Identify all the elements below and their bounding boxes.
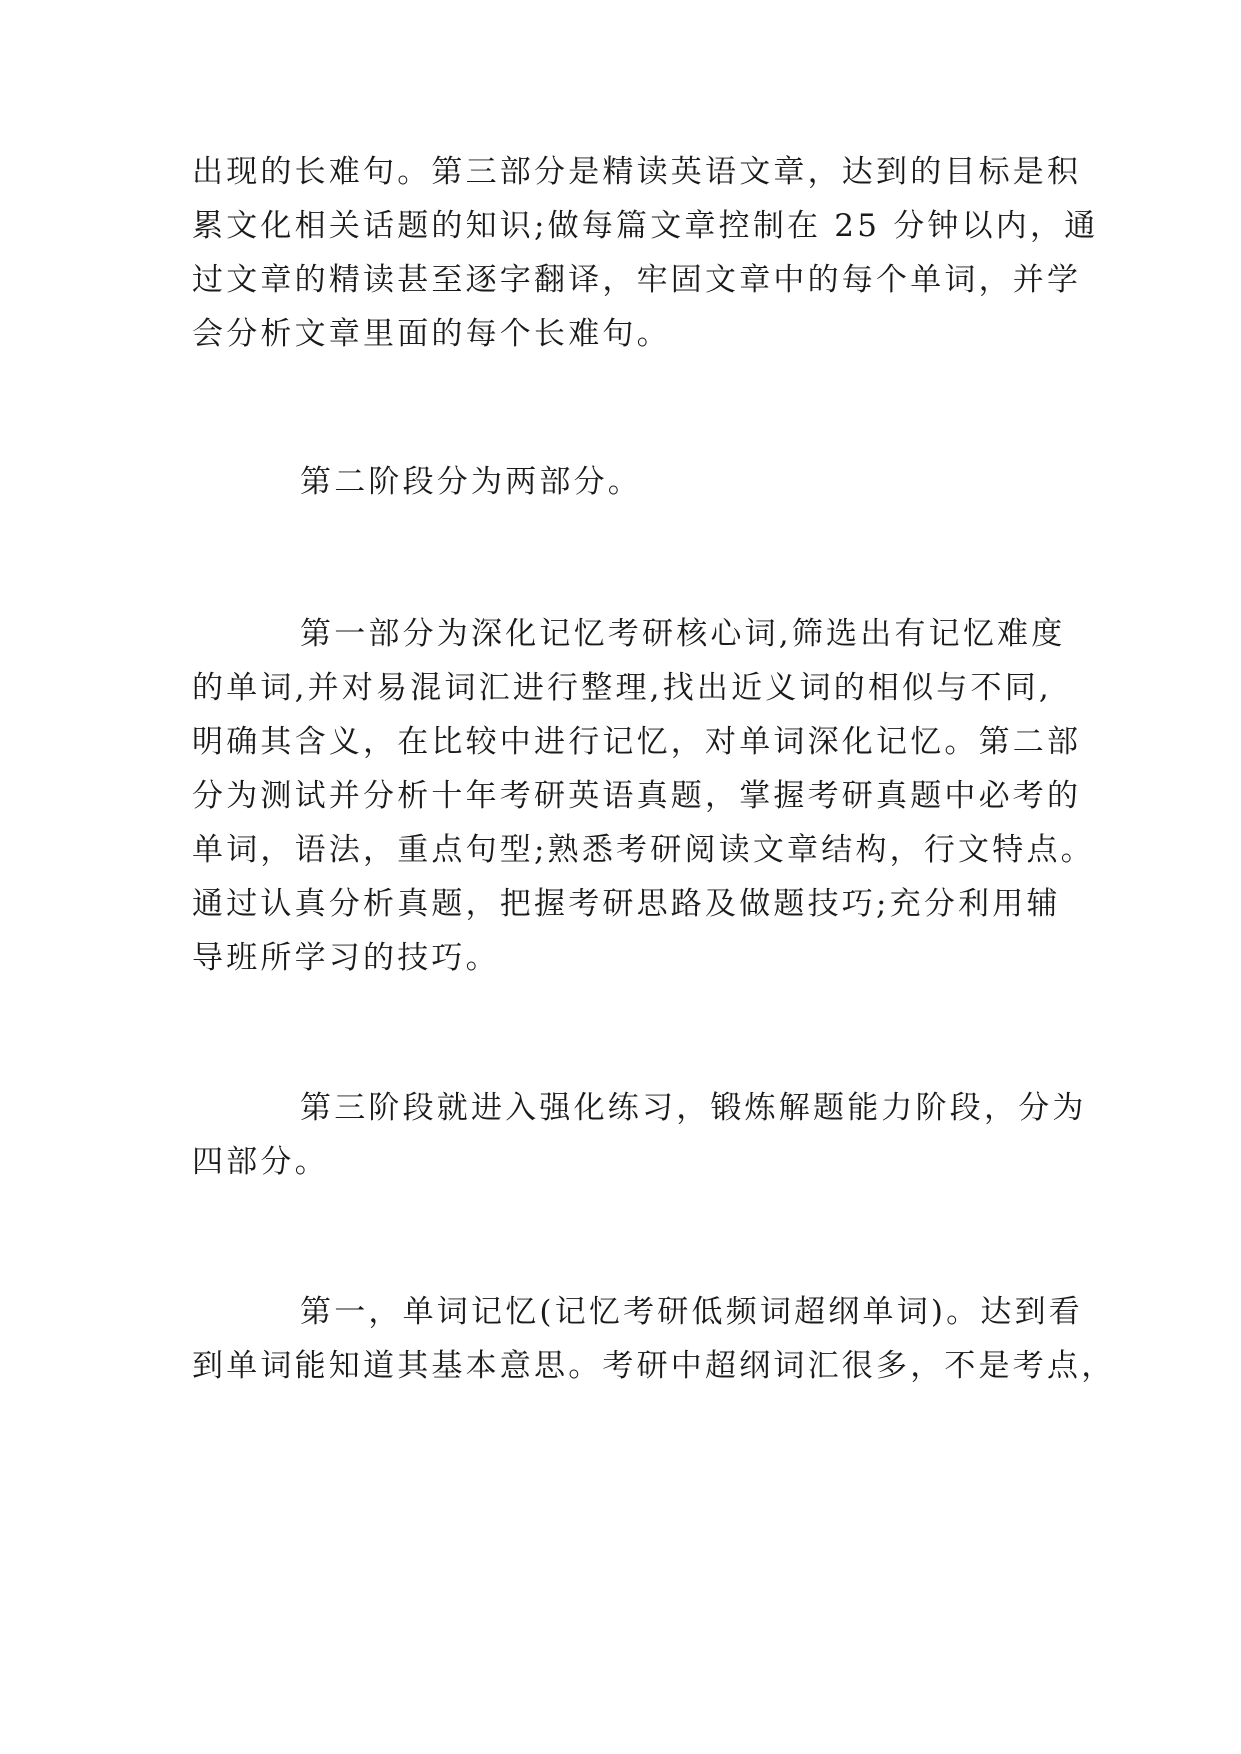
text-line: 过文章的精读甚至逐字翻译，牢固文章中的每个单词，并学 (192, 262, 1082, 298)
text-line: 累文化相关话题的知识;做每篇文章控制在 25 分钟以内，通 (192, 208, 1099, 244)
text-line: 四部分。 (192, 1144, 329, 1180)
text-line: 明确其含义，在比较中进行记忆，对单词深化记忆。第二部 (192, 724, 1082, 760)
text-line: 通过认真分析真题，把握考研思路及做题技巧;充分利用辅 (192, 886, 1061, 922)
text-line: 单词，语法，重点句型;熟悉考研阅读文章结构，行文特点。 (192, 832, 1095, 868)
text-line: 会分析文章里面的每个长难句。 (192, 316, 671, 352)
text-line: 导班所学习的技巧。 (192, 940, 500, 976)
text-line: 第一部分为深化记忆考研核心词,筛选出有记忆难度 (300, 616, 1066, 652)
text-line: 第三阶段就进入强化练习，锻炼解题能力阶段，分为 (300, 1090, 1087, 1126)
text-line: 的单词,并对易混词汇进行整理,找出近义词的相似与不同, (192, 670, 1052, 706)
text-line: 第一，单词记忆(记忆考研低频词超纲单词)。达到看 (300, 1294, 1083, 1330)
text-line: 出现的长难句。第三部分是精读英语文章，达到的目标是积 (192, 154, 1082, 190)
text-line: 第二阶段分为两部分。 (300, 464, 642, 500)
text-line: 分为测试并分析十年考研英语真题，掌握考研真题中必考的 (192, 778, 1082, 814)
text-line: 到单词能知道其基本意思。考研中超纲词汇很多，不是考点， (192, 1348, 1116, 1384)
